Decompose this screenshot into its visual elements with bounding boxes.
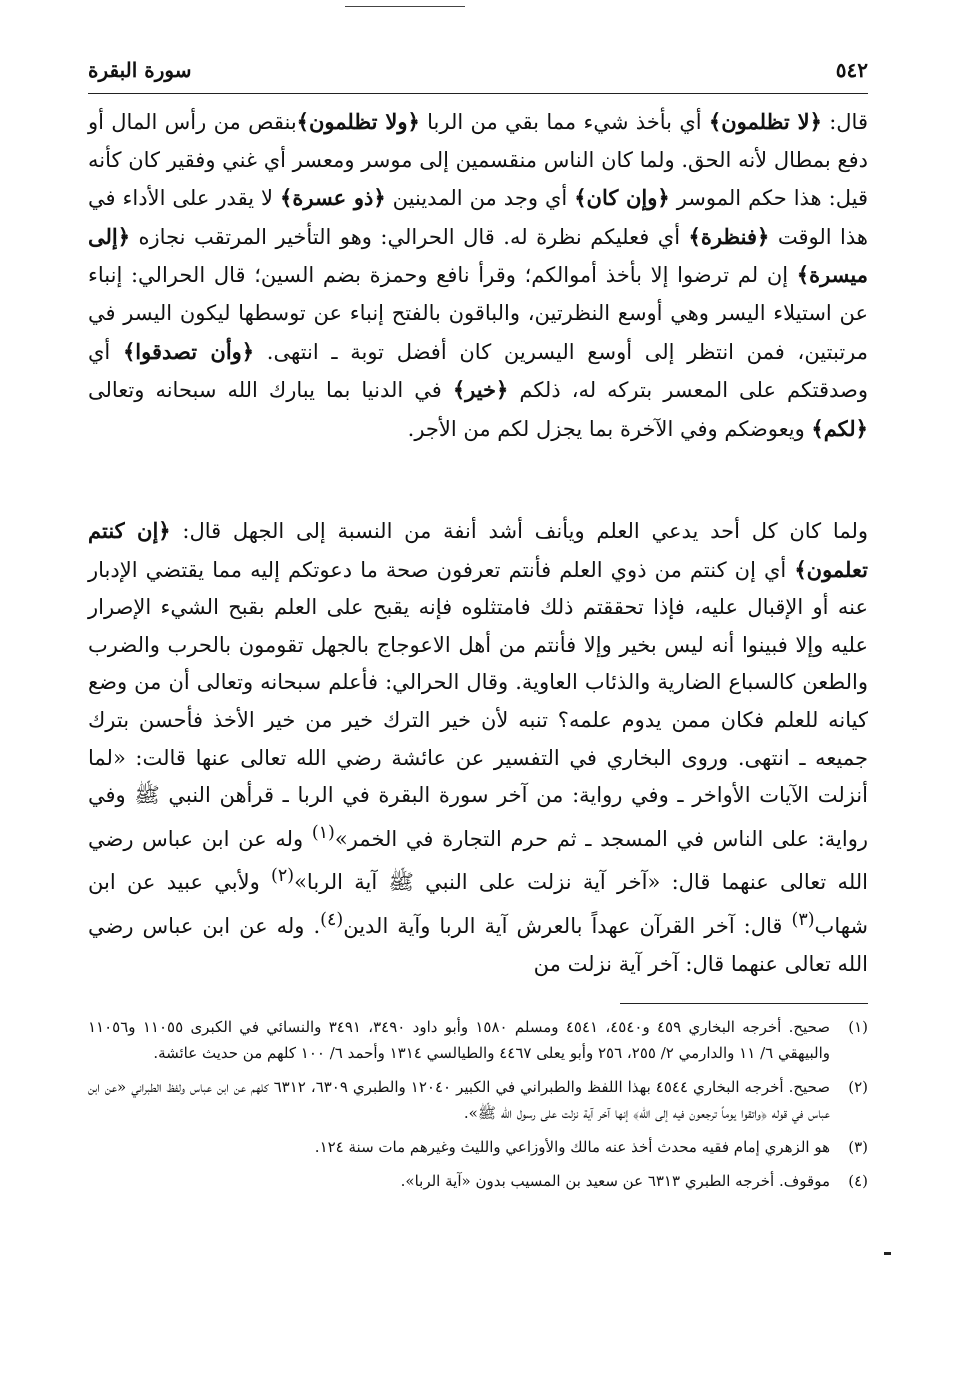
footnotes — [88, 1014, 868, 1202]
quran-quote: ﴿ذو عسرة﴾ — [280, 185, 386, 211]
footnote-divider — [620, 1003, 868, 1004]
header-divider — [88, 93, 868, 94]
quran-quote: ﴿إلى ميسرة﴾ — [88, 223, 868, 288]
top-rule — [345, 6, 465, 7]
paragraph-2 — [88, 512, 868, 983]
text-run: أي وصدقتكم على المعسر بتركه له، ذلكم — [88, 339, 869, 403]
text-run: ولما كان كل أحد يدعي العلم ويأنف أشد أنفة من النسبة إلى الجهل قال: — [170, 519, 868, 543]
footnote-1 — [88, 1014, 868, 1066]
page-number: ٥٤٢ — [835, 58, 868, 82]
surah-title: سورة البقرة — [88, 58, 192, 82]
quran-quote: ﴿ولا تظلمون﴾ — [296, 109, 420, 134]
footnote-text: صحيح. أخرجه البخاري ٤٥٤٤ بهذا اللفظ والطبراني في الكبير ١٢٠٤٠ والطبري ٦٣٠٩، ٦٣١٢ كلهم عن ابن عباس ولفظ الطبراني «عن ابن عباس في قوله ﴿واتقوا يوماً ترجعون فيه إلى الله﴾ إنها آخر آية نزلت على رسول الله ﷺ». — [88, 1078, 830, 1122]
footnote-ref[interactable]: (٣) — [791, 909, 815, 930]
footnote-ref[interactable]: (٤) — [320, 909, 344, 930]
footnote-number: (٢) — [848, 1078, 868, 1096]
text-run: قال: آخر القرآن عهداً بالعرش آية الربا وآية الدين — [343, 913, 792, 938]
quran-quote: ﴿لا تظلمون﴾ — [708, 109, 822, 134]
text-run: بنقص من رأس المال أو دفع بمطال لأنه الحق. ولما كان الناس منقسمين إلى موسر ومعسر أي غني وفقير كان كأنه قيل: هذا حكم الموسر — [88, 110, 868, 211]
page-header — [88, 58, 868, 88]
paragraph-1 — [88, 103, 868, 448]
quran-quote: ﴿خير﴾ — [452, 377, 509, 403]
footnote-3 — [88, 1134, 868, 1160]
text-run: ويعوضكم وفي الآخرة بما يجزل لكم من الأجر. — [407, 416, 812, 441]
footnote-text: موقوف. أخرجه الطبري ٦٣١٣ عن سعيد بن المسيب بدون «آية الربا». — [400, 1172, 830, 1190]
text-run: أي بأخذ شيء مما بقي من الربا — [419, 110, 709, 134]
footnote-number: (٤) — [848, 1172, 868, 1190]
footnote-ref[interactable]: (٢) — [271, 866, 295, 887]
quran-quote: ﴿وإن كان﴾ — [574, 185, 670, 211]
text-run: . وله عن ابن عباس رضي الله تعالى عنهما قال: آخر آية نزلت من — [88, 913, 868, 976]
footnote-number: (١) — [848, 1018, 868, 1036]
quran-quote: ﴿وأن تصدقوا﴾ — [122, 338, 255, 364]
text-run: أي إن كنتم من ذوي العلم فأنتم تعرفون صحة ما دعوتكم إليه مما يقتضي الإدبار عنه أو الإقبال عليه، فإذا تحققتم ذلك فامتثلوه فإنه يقبح على العلم بقبح الشيء الإصرار عليه وإلا فبينوا أنه ليس بخير وإلا فأنتم من أهل الاعوجاج بالجهل تقومون بالحرب والضرب والطعن كالسباع الضارية والذئاب العاوية. وقال الحرالي: فأعلم سبحانه وتعالى أن من وضع كيانه للعلم فكان ممن يدوم علمه؟ تنبه لأن خير الترك خير من خير الأخذ فأحسن بترك جميعه ـ انتهى. وروى البخاري في التفسير عن عائشة رضي الله تعالى عنها قالت: «لما أنزلت الآيات الأواخر ـ وفي رواية: من آخر سورة البقرة في الربا ـ قرأهن النبي ﷺ وفي رواية: على الناس في المسجد ـ ثم حرم التجارة في الخمر» — [88, 557, 869, 851]
text-run: أي وجد من المدينين — [385, 186, 575, 211]
quran-quote: ﴿إن كنتم تعلمون﴾ — [88, 518, 868, 582]
quran-quote: ﴿لكم﴾ — [811, 415, 868, 441]
margin-mark — [884, 1252, 891, 1255]
footnote-text: صحيح. أخرجه البخاري ٤٥٩ و٤٥٤٠، ٤٥٤١ ومسلم ١٥٨٠ وأبو داود ٣٤٩٠، ٣٤٩١ والنسائي في الكبرى ١١٠٥٥ و١١٠٥٦ والبيهقي ٦/ ١١ والدارمي ٢/ ٢٥٥، ٢٥٦ وأبو يعلى ٤٤٦٧ والطيالسي ١٣١٤ وأحمد ٦/ ١٠٠ كلهم من حديث عائشة. — [88, 1018, 831, 1062]
footnote-text: هو الزهري إمام فقيه محدث أخذ عنه مالك والأوزاعي والليث وغيرهم مات سنة ١٢٤. — [314, 1138, 830, 1156]
text-run: في الدنيا بما يبارك الله سبحانه وتعالى — [88, 378, 453, 403]
quran-quote: ﴿فنظرة﴾ — [688, 223, 770, 249]
text-run: وله عن ابن عباس رضي الله تعالى عنهما قال: «آخر آية نزلت على النبي ﷺ آية الربا» — [88, 826, 869, 895]
footnote-ref[interactable]: (١) — [311, 822, 335, 843]
text-run: إن لم ترضوا إلا بأخذ أموالكم؛ وقرأ نافع وحمزة بضم السين؛ قال الحرالي: إنباء عن استيلاء اليسر وهي أوسع النظرتين، والباقون بالفتح إنباء عن توسطها ليكون اليسر في مرتبتين، فمن انتظر إلى أوسع اليسرين كان أفضل توبة ـ انتهى. — [88, 263, 868, 364]
footnote-4 — [88, 1168, 868, 1194]
text-run: قال: — [821, 110, 868, 134]
text-run: أي فعليكم نظرة له. قال الحرالي: وهو التأخير المرتقب نجازه — [130, 224, 689, 249]
footnote-number: (٣) — [848, 1138, 868, 1156]
text-run: لا يقدر على الأداء في هذا الوقت — [88, 186, 868, 249]
footnote-2 — [88, 1074, 868, 1126]
text-run: ولأبي عبيد عن ابن شهاب — [88, 870, 868, 938]
